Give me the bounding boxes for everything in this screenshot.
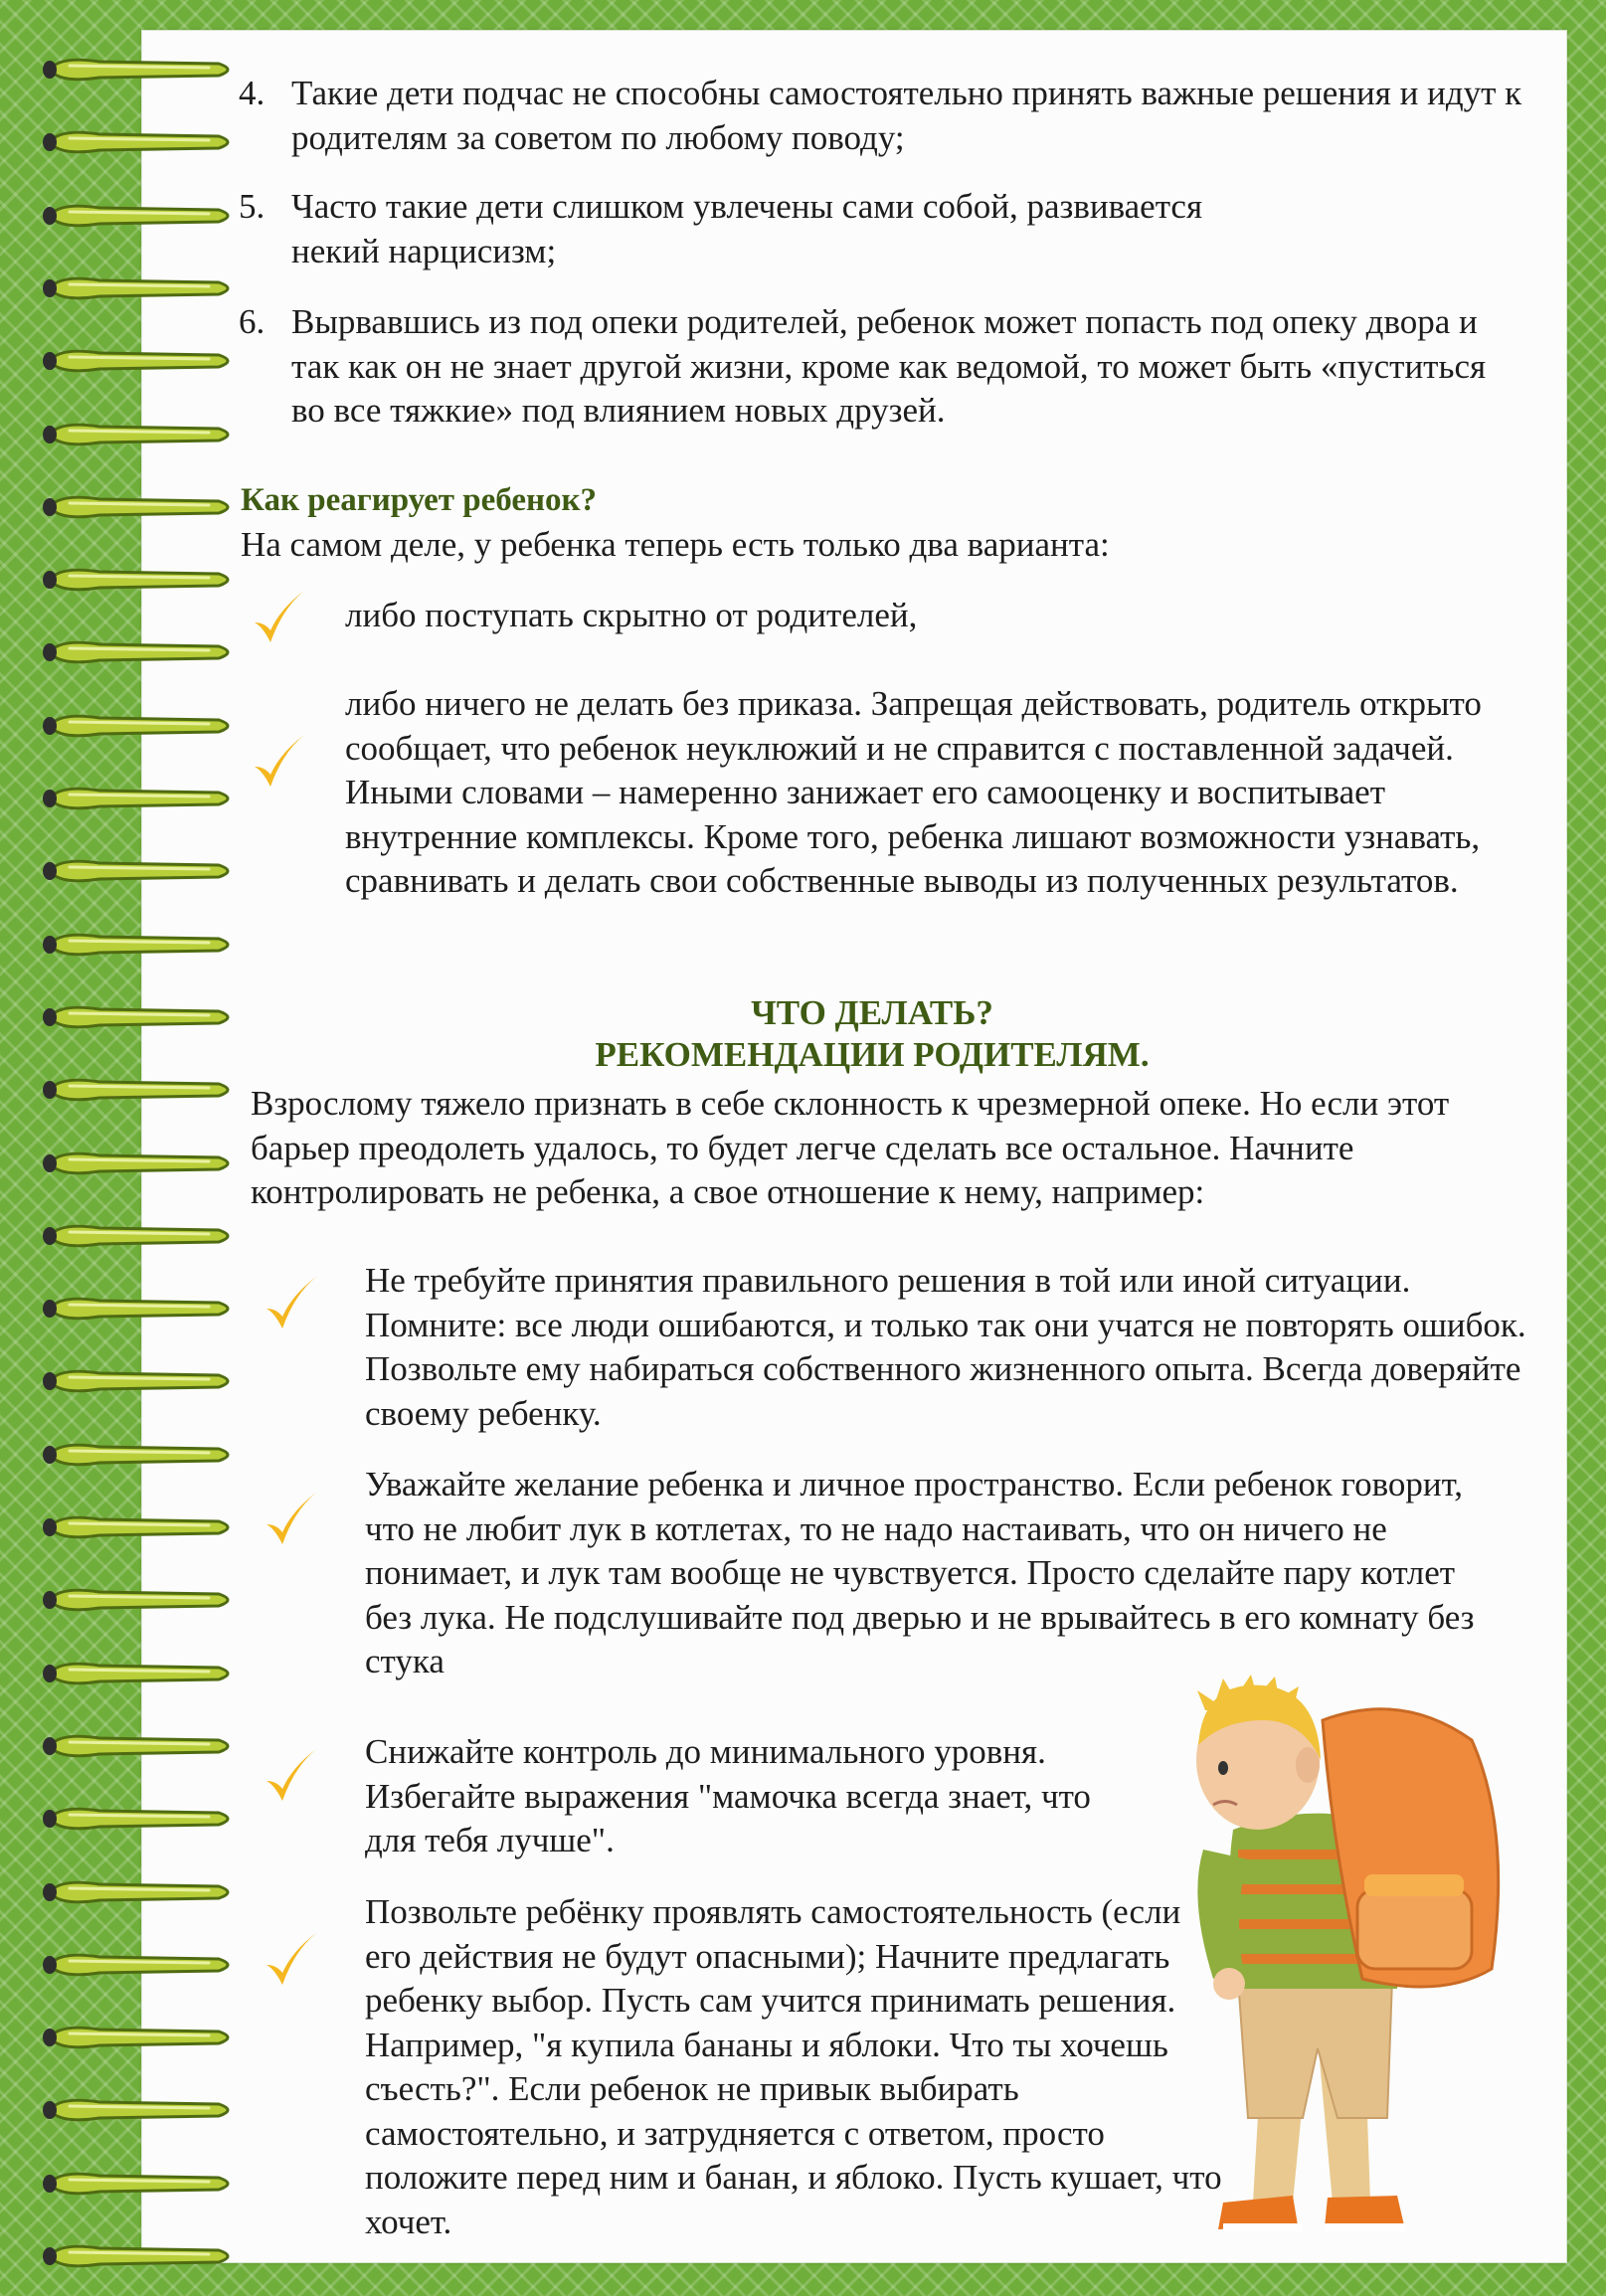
recommendations-title-line2: РЕКОМЕНДАЦИИ РОДИТЕЛЯМ.: [595, 1035, 1150, 1074]
numbered-item-text: Такие дети подчас не способны самостоятельно принять важные решения и идут к родителям за советом по любому поводу;: [291, 74, 1522, 157]
spiral-ring-icon: [40, 562, 239, 598]
spiral-ring-icon: [40, 634, 239, 670]
item-number: 4.: [239, 74, 266, 112]
spiral-ring-icon: [40, 343, 239, 379]
spiral-ring-icon: [40, 708, 239, 744]
spiral-ring-icon: [40, 52, 239, 88]
spiral-ring-icon: [40, 1291, 239, 1326]
spiral-ring-icon: [40, 270, 239, 306]
section-intro: На самом деле, у ребенка теперь есть только два варианта:: [241, 525, 1110, 564]
spiral-ring-icon: [40, 124, 239, 160]
spiral-ring-icon: [40, 1218, 239, 1254]
numbered-item-text: Вырвавшись из под опеки родителей, ребенок может попасть под опеку двора и так как он не знает другой жизни, кроме как ведомой, то может быть «пуститься во все тяжкие» под влиянием новых друзей.: [291, 302, 1487, 430]
spiral-ring-icon: [40, 1801, 239, 1837]
spiral-ring-icon: [40, 1363, 239, 1399]
checkmark-icon: [249, 731, 308, 793]
spiral-ring-icon: [40, 1072, 239, 1108]
recommendation-text: Позвольте ребёнку проявлять самостоятельность (если его действия не будут опасными); Начните предлагать ребенку выбор. Пусть сам учится принимать решения. Например, "я купила бананы и яблоки. Что ты хочешь съесть?". Если ребенок не привык выбирать самостоятельно, и затрудняется с ответом, просто положите перед ним и банан, и яблоко. Пусть кушает, что хочет.: [365, 1892, 1222, 2241]
spiral-ring-icon: [40, 1509, 239, 1545]
spiral-ring-icon: [40, 1146, 239, 1181]
spiral-ring-icon: [40, 489, 239, 525]
spiral-ring-icon: [40, 1728, 239, 1764]
spiral-ring-icon: [40, 2020, 239, 2055]
spiral-binding: [0, 0, 239, 2296]
spiral-ring-icon: [40, 853, 239, 889]
spiral-ring-icon: [40, 2166, 239, 2202]
option-text: либо поступать скрытно от родителей,: [345, 596, 918, 634]
spiral-ring-icon: [40, 2238, 239, 2274]
spiral-ring-icon: [40, 417, 239, 452]
spiral-ring-icon: [40, 1874, 239, 1910]
recommendations-title-line1: ЧТО ДЕЛАТЬ?: [751, 993, 993, 1032]
checkmark-icon: [261, 1273, 320, 1334]
spiral-ring-icon: [40, 1656, 239, 1691]
spiral-ring-icon: [40, 2092, 239, 2128]
spiral-ring-icon: [40, 999, 239, 1035]
recommendation-text: Не требуйте принятия правильного решения в той или иной ситуации. Помните: все люди ошибаются, и только так они учатся не повторять ошибок. Позвольте ему набираться собственного жизненного опыта. Всегда доверяйте своему ребенку.: [365, 1261, 1526, 1433]
boy-with-backpack-illustration: [1144, 1651, 1521, 2247]
spiral-ring-icon: [40, 1437, 239, 1473]
checkmark-icon: [261, 1489, 320, 1550]
spiral-ring-icon: [40, 781, 239, 816]
item-number: 6.: [239, 302, 266, 341]
spiral-ring-icon: [40, 927, 239, 963]
recommendation-text: Уважайте желание ребенка и личное пространство. Если ребенок говорит, что не любит лук в котлетах, то не надо настаивать, что он ничего не понимает, и лук там вообще не чувствуется. Просто сделайте пару котлет без лука. Не подслушивайте под дверью и не врывайтесь в его комнату без стука: [365, 1465, 1475, 1680]
option-text: либо ничего не делать без приказа. Запрещая действовать, родитель открыто сообщает, что ребенок неуклюжий и не справится с поставленной задачей. Иными словами – намеренно занижает его самооценку и воспитывает внутренние комплексы. Кроме того, ребенка лишают возможности узнавать, сравнивать и делать свои собственные выводы из полученных результатов.: [345, 684, 1482, 900]
checkmark-icon: [249, 587, 308, 648]
section-heading: Как реагирует ребенок?: [241, 482, 598, 518]
checkmark-icon: [261, 1745, 320, 1807]
item-number: 5.: [239, 187, 266, 226]
spiral-ring-icon: [40, 198, 239, 234]
spiral-ring-icon: [40, 1582, 239, 1618]
spiral-ring-icon: [40, 1947, 239, 1983]
recommendation-text: Снижайте контроль до минимального уровня. Избегайте выражения "мамочка всегда знает, что для тебя лучше".: [365, 1732, 1091, 1859]
numbered-item-text: Часто такие дети слишком увлечены сами собой, развивается некий нарцисизм;: [291, 187, 1203, 270]
checkmark-icon: [261, 1929, 320, 1991]
recommendations-intro: Взрослому тяжело признать в себе склонность к чрезмерной опеке. Но если этот барьер преодолеть удалось, то будет легче сделать все остальное. Начните контролировать не ребенка, а свое отношение к нему, например:: [251, 1084, 1450, 1211]
